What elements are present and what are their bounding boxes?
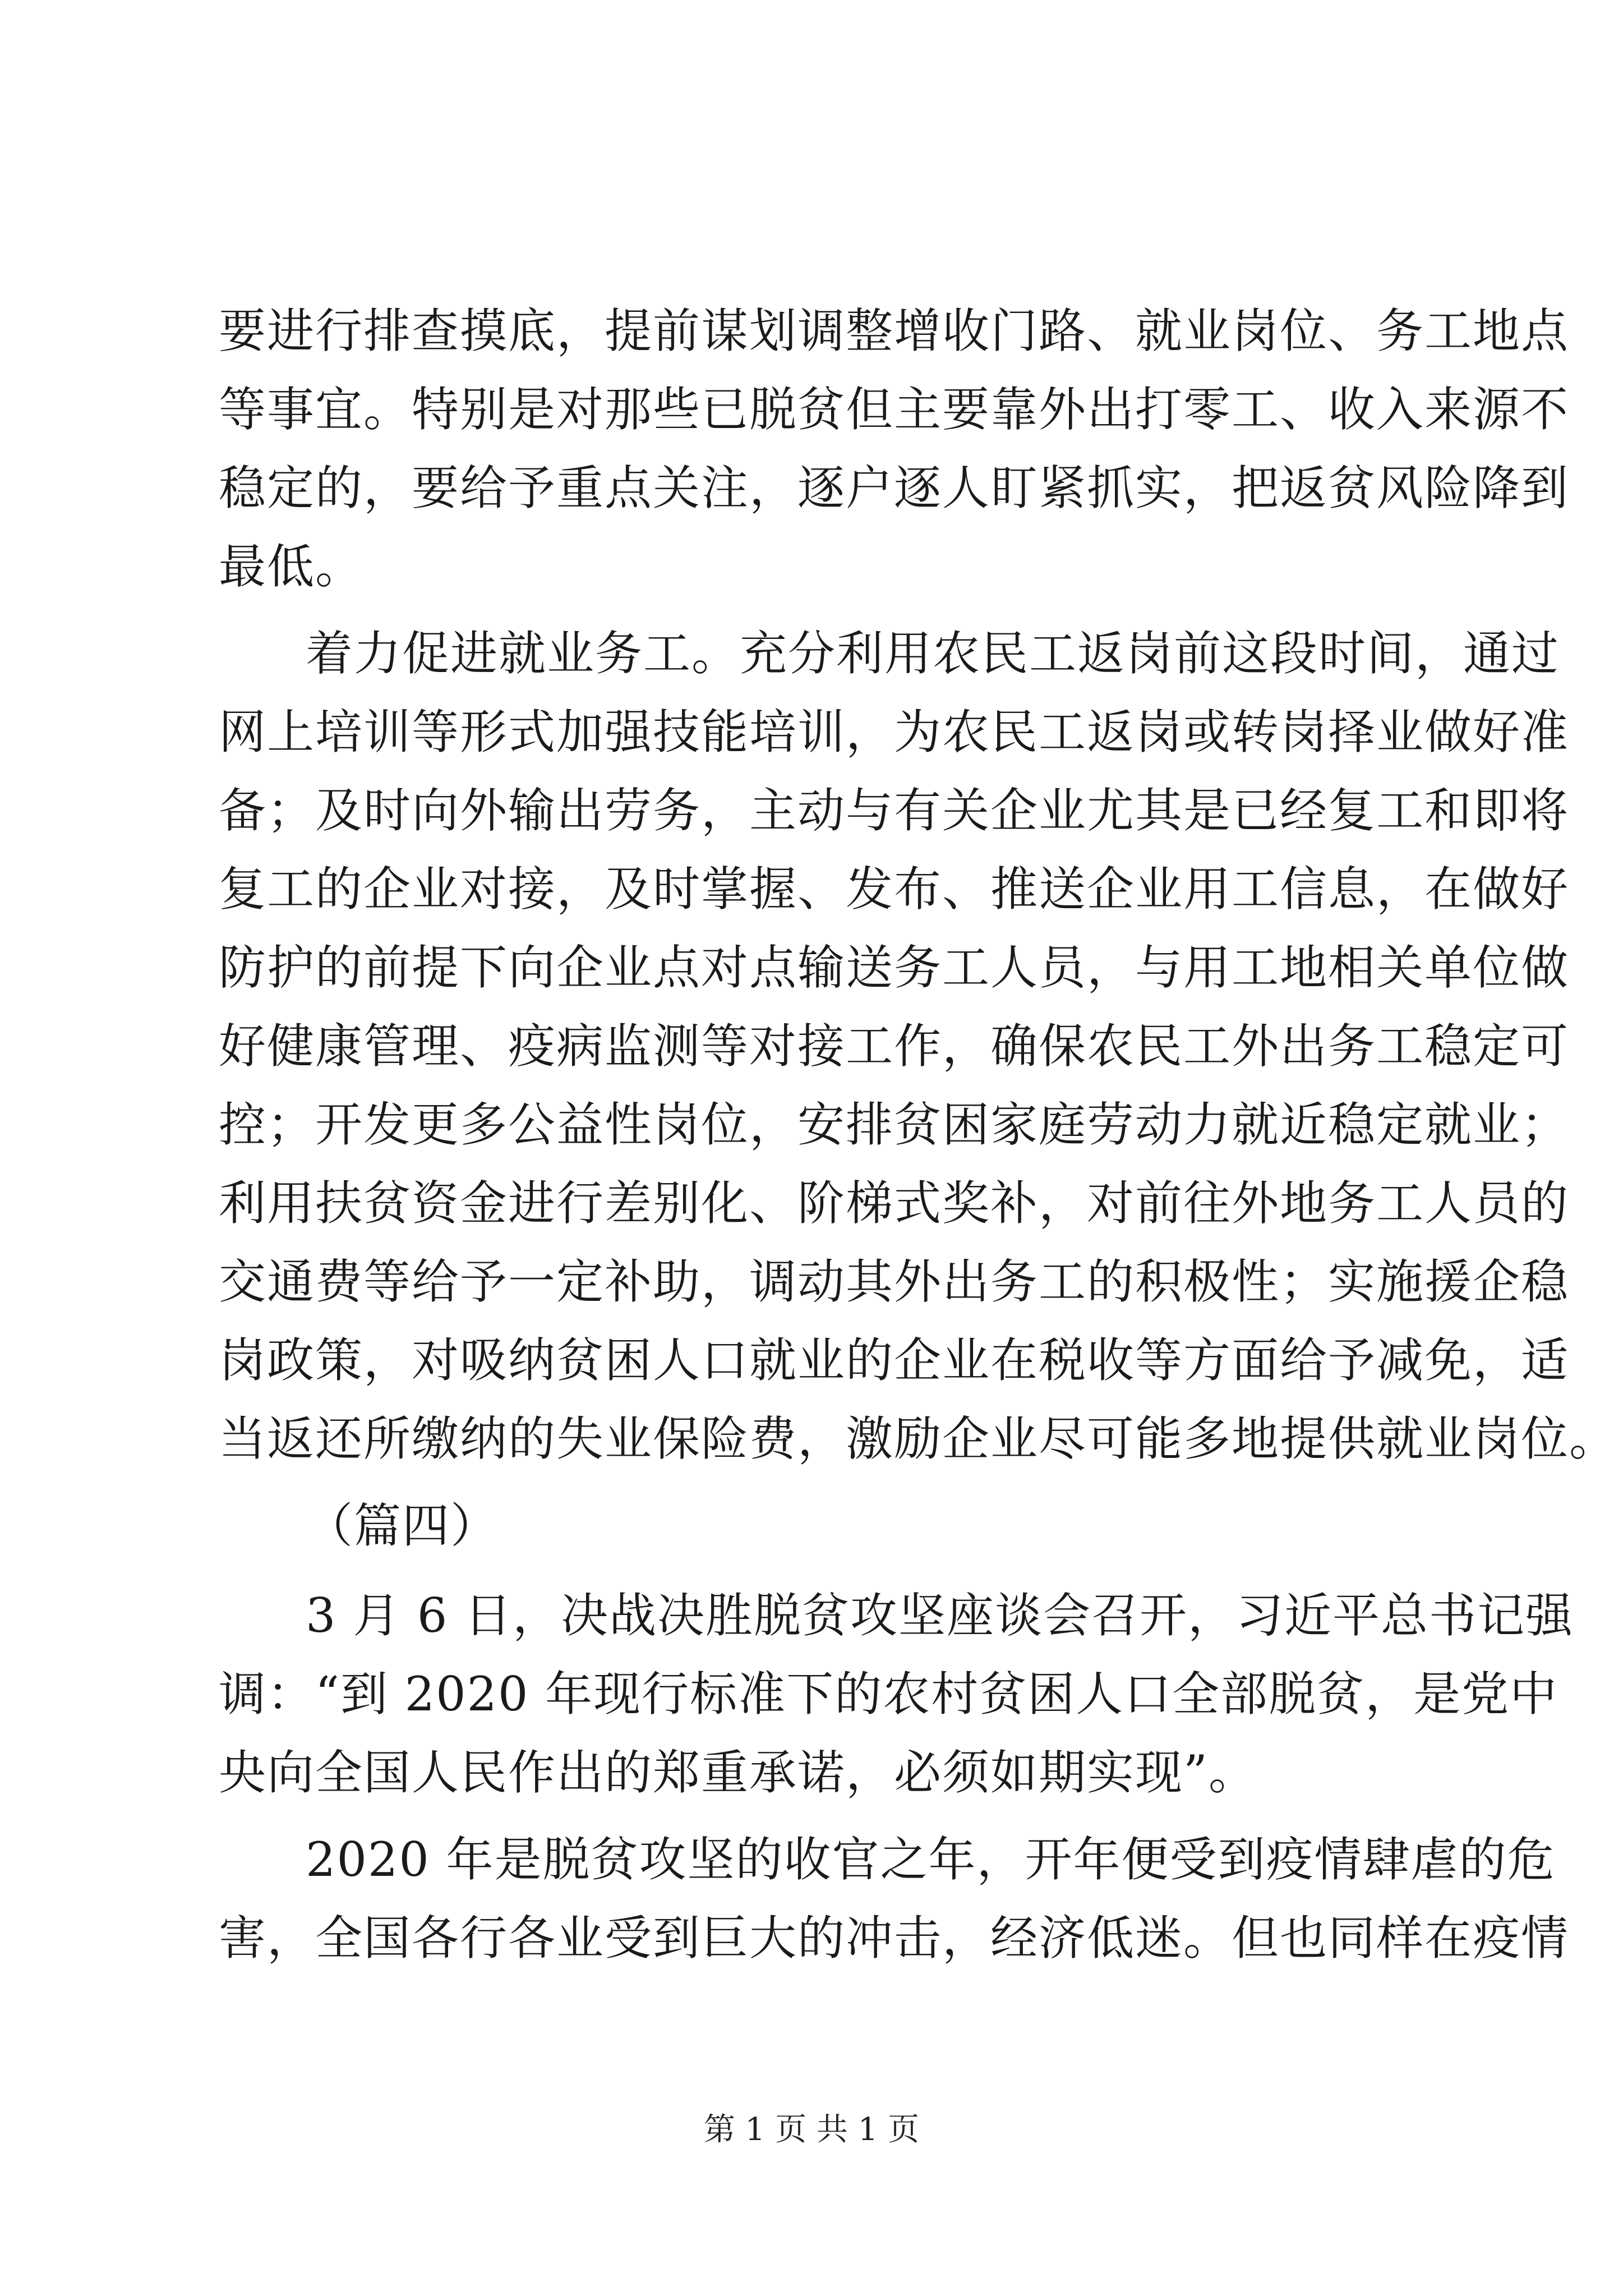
page-footer: 第 1 页 共 1 页 [703,2111,920,2148]
text-line: 网上培训等形式加强技能培训，为农民工返岗或转岗择业做好准 [219,705,1570,760]
text-line: 控；开发更多公益性岗位，安排贫困家庭劳动力就近稳定就业； [219,1097,1570,1152]
text-line: 防护的前提下向企业点对点输送务工人员，与用工地相关单位做 [219,940,1570,995]
paragraph-first-line: 2020 年是脱贫攻坚的收官之年，开年便受到疫情肆虐的危 [306,1832,1556,1887]
text-line: 当返还所缴纳的失业保险费，激励企业尽可能多地提供就业岗位。 [219,1411,1618,1466]
text-line: 稳定的，要给予重点关注，逐户逐人盯紧抓实，把返贫风险降到 [219,461,1570,516]
text-line: 要进行排查摸底，提前谋划调整增收门路、就业岗位、务工地点 [219,303,1570,358]
paragraph-first-line: 3 月 6 日，决战决胜脱贫攻坚座谈会召开，习近平总书记强 [306,1588,1574,1643]
text-line: 等事宜。特别是对那些已脱贫但主要靠外出打零工、收入来源不 [219,382,1570,437]
text-line: 交通费等给予一定补助，调动其外出务工的积极性；实施援企稳 [219,1254,1570,1309]
text-line: 最低。 [219,539,364,594]
text-line: 岗政策，对吸纳贫困人口就业的企业在税收等方面给予减免，适 [219,1333,1570,1388]
text-line: 害，全国各行各业受到巨大的冲击，经济低迷。但也同样在疫情 [219,1911,1570,1966]
text-line: 复工的企业对接，及时掌握、发布、推送企业用工信息，在做好 [219,862,1570,917]
text-line: 央向全国人民作出的郑重承诺，必须如期实现”。 [219,1745,1257,1800]
text-line: 好健康管理、疫病监测等对接工作，确保农民工外出务工稳定可 [219,1019,1570,1074]
text-line: 调：“到 2020 年现行标准下的农村贫困人口全部脱贫，是党中 [219,1667,1559,1722]
text-line: 备；及时向外输出劳务，主动与有关企业尤其是已经复工和即将 [219,783,1570,838]
text-line: 利用扶贫资金进行差别化、阶梯式奖补，对前往外地务工人员的 [219,1176,1570,1231]
paragraph-first-line: 着力促进就业务工。充分利用农民工返岗前这段时间，通过 [306,626,1560,681]
section-heading: （篇四） [306,1498,499,1553]
